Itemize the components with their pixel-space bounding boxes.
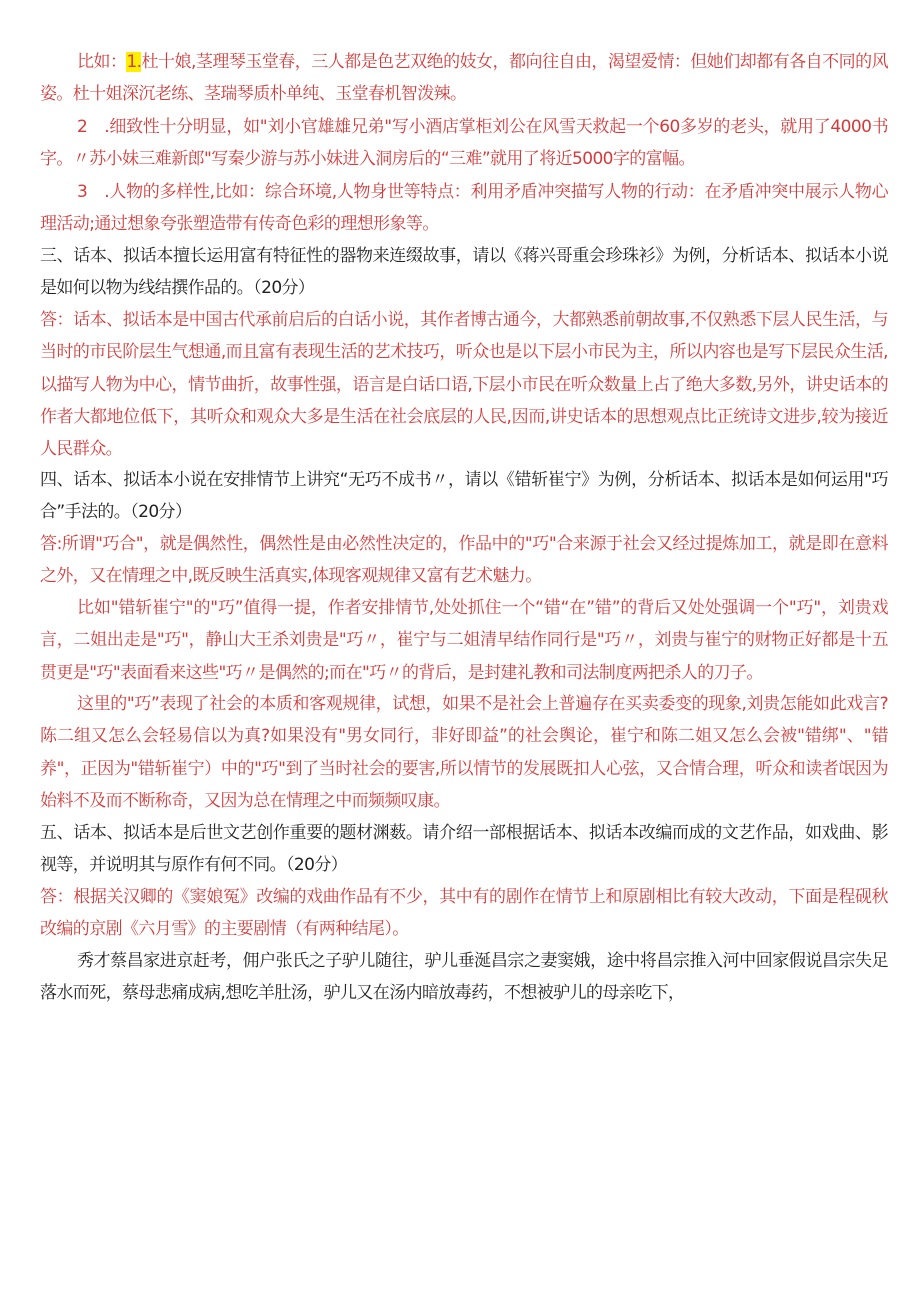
paragraph-example-1: [40, 46, 888, 111]
answer-5-part-1: 答：根据关汉卿的《窦娘冤》改编的戏曲作品有不少，其中有的剧作在情节上和原剧相比有较大改动，下面是程砚秋改编的京剧《六月雪》的主要剧情（有两种结尾）。: [40, 887, 888, 940]
answer-3: 答：话本、拟话本是中国古代承前启后的白话小说，其作者博古通今，大都熟悉前朝故事,不仅熟悉下层人民生活，与当时的市民阶层生气想通,而且富有表现生活的艺术技巧，听众也是以下层小市民为主，所以内容也是写下层民众生活,以描写人物为中心，情节曲折，故事性强，语言是白话口语,下层小市民在听众数量上占了绝大多数,另外，讲史话本的作者大都地位低下，其听众和观众大多是生活在社会底层的人民,因而,讲史话本的思想观点比正统诗文进步,较为接近人民群众。: [40, 310, 888, 460]
answer-4-part-1: 答:所谓"巧合"，就是偶然性，偶然性是由必然性决定的，作品中的"巧"合来源于社会又经过提炼加工，就是即在意料之外，又在情理之中,既反映生活真实,体现客观规律又富有艺术魅力。: [40, 534, 888, 587]
answer-4-part-3: 这里的"巧”表现了社会的本质和客观规律，试想，如果不是社会上普遍存在买卖委变的现象,刘贵怎能如此戏言?陈二组又怎么会轻易信以为真?如果没有"男女同行，非好即益”的社会舆论，崔宁和陈二姐又怎么会被"错绑"、"错养"，正因为"错斩崔宁）中的"巧"到了当时社会的要害,所以情节的发展既扣人心弦，又合情合理，听众和读者氓因为始料不及而不断称奇，又因为总在情理之中而频频叹康。: [40, 694, 888, 811]
paragraph-prefix: 比如：: [77, 52, 127, 72]
answer-4-part-2: 比如"错斩崔宁"的"巧”值得一提，作者安排情节,处处抓住一个“错“在”错”的背后又处处强调一个"巧"，刘贵戏言，二姐出走是"巧"，静山大王杀刘贵是"巧〃，崔宁与二姐清早结作同行是"巧〃，刘贵与崔宁的财物正好都是十五贯更是"巧"表面看来这些"巧〃是偶然的;而在"巧〃的背后，是封建礼教和司法制度两把杀人的刀子。: [40, 598, 888, 683]
highlight-marker: 1.: [126, 52, 142, 72]
answer-5-part-2: 秀才蔡昌家进京赶考，佣户张氏之子驴儿随往，驴儿垂涎昌宗之妻窦娥，途中将昌宗推入河中回家假说昌宗失足落水而死，蔡母悲痛成病,想吃羊肚汤，驴儿又在汤内暗放毒药，不想被驴儿的母亲吃下，: [40, 951, 888, 1004]
question-3: 三、话本、拟话本擅长运用富有特征性的器物来连缀故事，请以《蒋兴哥重会珍珠衫》为例，分析话本、拟话本小说是如何以物为线结撰作品的。（20分）: [40, 246, 888, 299]
paragraph-example-3: 3 .人物的多样性,比如：综合环境,人物身世等特点：利用矛盾冲突描写人物的行动：在矛盾冲突中展示人物心理活动;通过想象夸张塑造带有传奇色彩的理想形象等。: [40, 182, 888, 235]
question-5: 五、话本、拟话本是后世文艺创作重要的题材渊薮。请介绍一部根据话本、拟话本改编而成的文艺作品，如戏曲、影视等，并说明其与原作有何不同。（20分）: [40, 823, 888, 876]
paragraph-example-2: 2 .细致性十分明显，如"刘小官雄雄兄弟"写小酒店掌柜刘公在风雪天救起一个60多岁的老头，就用了4000书字。〃苏小妹三难新郎"写秦少游与苏小妹进入洞房后的“三难”就用了将近5000字的富幅。: [40, 117, 888, 170]
paragraph-text: 杜十娘,茎理琴玉堂春，三人都是色艺双绝的妓女，都向往自由，渴望爱情：但她们却都有各自不同的风姿。杜十姐深沉老练、茎瑞琴质朴单纯、玉堂春机智泼辣。: [40, 52, 888, 105]
question-4: 四、话本、拟话本小说在安排情节上讲究“无巧不成书〃，请以《错斩崔宁》为例，分析话本、拟话本是如何运用"巧合”手法的。（20分）: [40, 470, 888, 523]
